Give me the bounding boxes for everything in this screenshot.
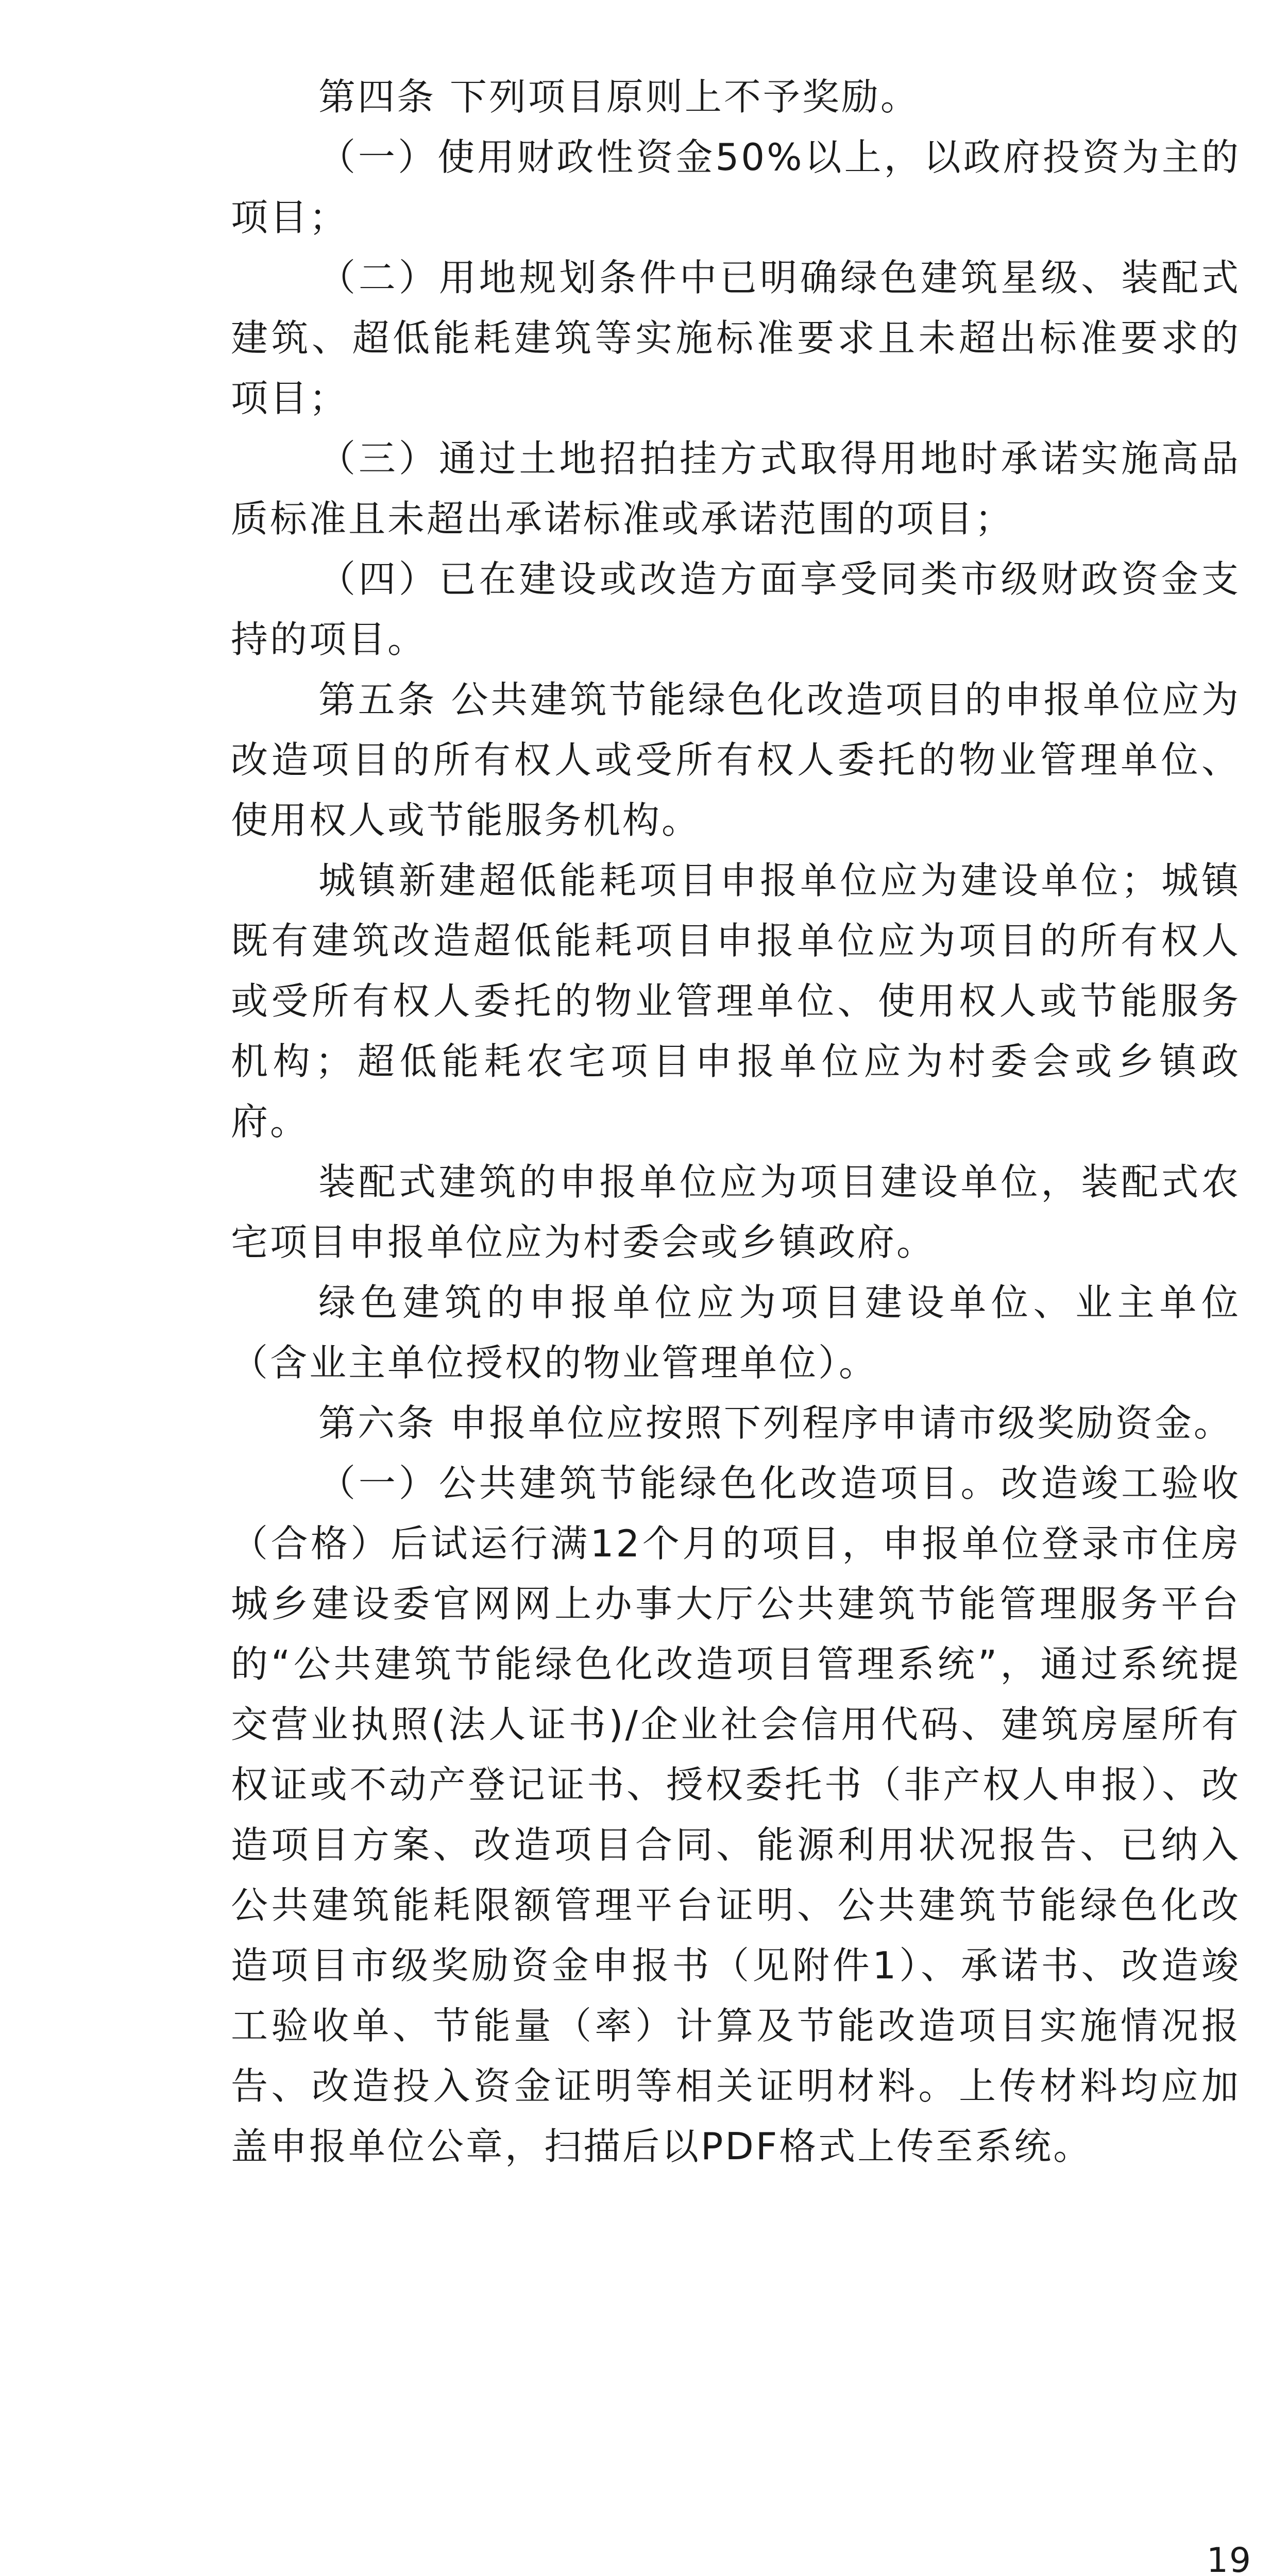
- article-4-item-1: （一）使用财政性资金50%以上，以政府投资为主的项目；: [231, 135, 1241, 239]
- page-number: 19: [1207, 2540, 1252, 2576]
- article-6-item-1: （一）公共建筑节能绿色化改造项目。改造竣工验收（合格）后试运行满12个月的项目，申报单位登录市住房城乡建设委官网网上办事大厅公共建筑节能管理服务平台的“公共建筑节能绿色化改造项目管理系统”，通过系统提交营业执照(法人证书)/企业社会信用代码、建筑房屋所有权证或不动产登记证书、授权委托书（非产权人申报）、改造项目方案、改造项目合同、能源利用状况报告、已纳入公共建筑能耗限额管理平台证明、公共建筑节能绿色化改造项目市级奖励资金申报书（见附件1）、承诺书、改造竣工验收单、节能量（率）计算及节能改造项目实施情况报告、改造投入资金证明等相关证明材料。上传材料均应加盖申报单位公章，扫描后以PDF格式上传至系统。: [231, 1462, 1241, 2168]
- article-4-item-4: （四）已在建设或改造方面享受同类市级财政资金支持的项目。: [231, 557, 1241, 661]
- article-5-paragraph-ultra-low-energy: 城镇新建超低能耗项目申报单位应为建设单位；城镇既有建筑改造超低能耗项目申报单位应为项目的所有权人或受所有权人委托的物业管理单位、使用权人或节能服务机构；超低能耗农宅项目申报单位应为村委会或乡镇政府。: [231, 859, 1241, 1143]
- article-4-heading: 第四条 下列项目原则上不予奖励。: [318, 75, 920, 118]
- document-body: [231, 67, 1241, 2177]
- article-4-item-2: （二）用地规划条件中已明确绿色建筑星级、装配式建筑、超低能耗建筑等实施标准要求且未超出标准要求的项目；: [231, 256, 1241, 420]
- article-5-heading: 第五条 公共建筑节能绿色化改造项目的申报单位应为改造项目的所有权人或受所有权人委托的物业管理单位、使用权人或节能服务机构。: [231, 678, 1241, 842]
- article-5-paragraph-prefabricated: 装配式建筑的申报单位应为项目建设单位，装配式农宅项目申报单位应为村委会或乡镇政府。: [231, 1160, 1241, 1264]
- article-6-heading: 第六条 申报单位应按照下列程序申请市级奖励资金。: [318, 1401, 1233, 1445]
- article-5-paragraph-green-building: 绿色建筑的申报单位应为项目建设单位、业主单位（含业主单位授权的物业管理单位）。: [231, 1281, 1241, 1384]
- article-4-item-3: （三）通过土地招拍挂方式取得用地时承诺实施高品质标准且未超出承诺标准或承诺范围的项目；: [231, 437, 1241, 540]
